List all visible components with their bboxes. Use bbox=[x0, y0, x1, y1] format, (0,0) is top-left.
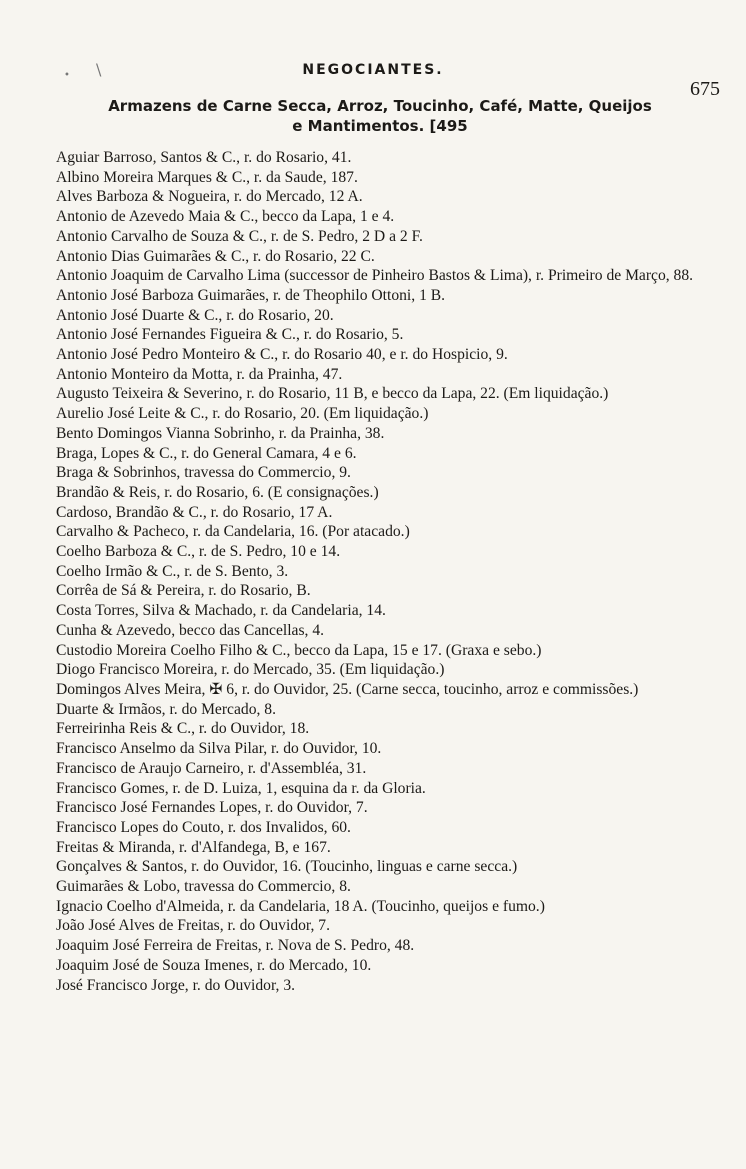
merchant-entry: Braga, Lopes & C., r. do General Camara, 4 e 6. bbox=[56, 444, 357, 462]
merchant-list bbox=[56, 148, 716, 995]
merchant-entry: Albino Moreira Marques & C., r. da Saude, 187. bbox=[56, 168, 358, 186]
merchant-entry: Carvalho & Pacheco, r. da Candelaria, 16. (Por atacado.) bbox=[56, 523, 410, 541]
running-head: NEGOCIANTES. bbox=[302, 62, 444, 78]
merchant-entry: Francisco Anselmo da Silva Pilar, r. do Ouvidor, 10. bbox=[56, 740, 382, 758]
merchant-entry: Cardoso, Brandão & C., r. do Rosario, 17 A. bbox=[56, 503, 333, 521]
section-heading-line-1: Armazens de Carne Secca, Arroz, Toucinho, Café, Matte, Queijos bbox=[108, 97, 652, 115]
merchant-entry: Aguiar Barroso, Santos & C., r. do Rosario, 41. bbox=[56, 149, 352, 166]
merchant-entry: Alves Barboza & Nogueira, r. do Mercado, 12 A. bbox=[56, 188, 363, 206]
section-heading-line-2: e Mantimentos. [495 bbox=[292, 117, 468, 135]
merchant-entry: Antonio de Azevedo Maia & C., becco da Lapa, 1 e 4. bbox=[56, 208, 395, 226]
merchant-entry: Augusto Teixeira & Severino, r. do Rosario, 11 B, e becco da Lapa, 22. (Em liquidação.) bbox=[56, 385, 609, 403]
merchant-entry: Ferreirinha Reis & C., r. do Ouvidor, 18. bbox=[56, 720, 310, 738]
merchant-entry: Coelho Irmão & C., r. de S. Bento, 3. bbox=[56, 562, 289, 580]
merchant-entry: Coelho Barboza & C., r. de S. Pedro, 10 e 14. bbox=[56, 543, 341, 561]
merchant-entry: Francisco Lopes do Couto, r. dos Invalidos, 60. bbox=[56, 818, 351, 836]
merchant-entry: Duarte & Irmãos, r. do Mercado, 8. bbox=[56, 700, 276, 718]
merchant-entry: Costa Torres, Silva & Machado, r. da Candelaria, 14. bbox=[56, 602, 386, 620]
page-mark: \ bbox=[96, 60, 102, 79]
merchant-entry: Diogo Francisco Moreira, r. do Mercado, 35. (Em liquidação.) bbox=[56, 661, 445, 679]
merchant-entry: Joaquim José de Souza Imenes, r. do Mercado, 10. bbox=[56, 956, 372, 974]
merchant-entry: Brandão & Reis, r. do Rosario, 6. (E consignações.) bbox=[56, 483, 379, 501]
merchant-entry: Freitas & Miranda, r. d'Alfandega, B, e 167. bbox=[56, 838, 331, 856]
merchant-entry: Domingos Alves Meira, ✠ 6, r. do Ouvidor, 25. (Carne secca, toucinho, arroz e commissões.) bbox=[56, 680, 639, 698]
merchant-entry: Francisco de Araujo Carneiro, r. d'Assembléa, 31. bbox=[56, 759, 367, 777]
merchant-entry: Francisco José Fernandes Lopes, r. do Ouvidor, 7. bbox=[56, 799, 368, 817]
merchant-entry: Cunha & Azevedo, becco das Cancellas, 4. bbox=[56, 621, 325, 639]
merchant-entry: Gonçalves & Santos, r. do Ouvidor, 16. (Toucinho, linguas e carne secca.) bbox=[56, 858, 518, 876]
page-mark-dot: • bbox=[64, 70, 70, 81]
merchant-entry: Joaquim José Ferreira de Freitas, r. Nova de S. Pedro, 48. bbox=[56, 937, 415, 955]
merchant-entry: Antonio José Duarte & C., r. do Rosario, 20. bbox=[56, 306, 334, 324]
merchant-entry: Aurelio José Leite & C., r. do Rosario, 20. (Em liquidação.) bbox=[56, 405, 429, 423]
merchant-entry: Antonio José Pedro Monteiro & C., r. do Rosario 40, e r. do Hospicio, 9. bbox=[56, 346, 508, 364]
merchant-entry: Bento Domingos Vianna Sobrinho, r. da Prainha, 38. bbox=[56, 424, 385, 442]
merchant-entry: Antonio Carvalho de Souza & C., r. de S. Pedro, 2 D a 2 F. bbox=[56, 227, 423, 245]
merchant-entry: Braga & Sobrinhos, travessa do Commercio, 9. bbox=[56, 464, 351, 482]
merchant-entry: Antonio Dias Guimarães & C., r. do Rosario, 22 C. bbox=[56, 247, 375, 265]
merchant-entry: João José Alves de Freitas, r. do Ouvidor, 7. bbox=[56, 917, 330, 935]
merchant-entry: Custodio Moreira Coelho Filho & C., becco da Lapa, 15 e 17. (Graxa e sebo.) bbox=[56, 641, 542, 659]
merchant-entry: Antonio Joaquim de Carvalho Lima (successor de Pinheiro Bastos & Lima), r. Primeiro de Março, 88. bbox=[56, 267, 694, 285]
merchant-entry: Guimarães & Lobo, travessa do Commercio, 8. bbox=[56, 878, 351, 896]
merchant-entry: Corrêa de Sá & Pereira, r. do Rosario, B. bbox=[56, 582, 311, 600]
section-heading bbox=[80, 96, 680, 136]
merchant-entry: Francisco Gomes, r. de D. Luiza, 1, esquina da r. da Gloria. bbox=[56, 779, 426, 797]
page-number: 675 bbox=[690, 78, 720, 100]
merchant-entry: Ignacio Coelho d'Almeida, r. da Candelaria, 18 A. (Toucinho, queijos e fumo.) bbox=[56, 897, 545, 915]
merchant-entry: Antonio Monteiro da Motta, r. da Prainha, 47. bbox=[56, 365, 343, 383]
merchant-entry: José Francisco Jorge, r. do Ouvidor, 3. bbox=[56, 976, 296, 994]
merchant-entry: Antonio José Fernandes Figueira & C., r. do Rosario, 5. bbox=[56, 326, 404, 344]
merchant-entry: Antonio José Barboza Guimarães, r. de Theophilo Ottoni, 1 B. bbox=[56, 286, 446, 304]
